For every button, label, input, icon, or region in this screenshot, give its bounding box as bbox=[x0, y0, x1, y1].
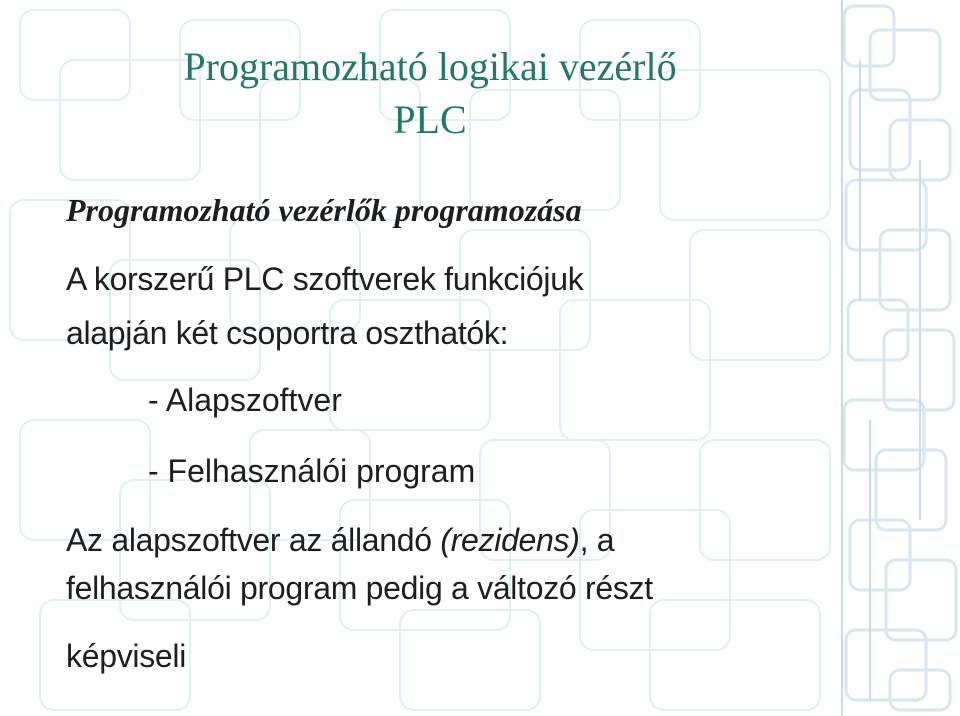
closing-text-line-1 bbox=[66, 520, 614, 560]
intro-text-line-1: A korszerű PLC szoftverek funkciójuk bbox=[66, 261, 584, 297]
closing-text-end: , a bbox=[579, 522, 615, 558]
list-item-felhasznaloi-program: - Felhasználói program bbox=[148, 453, 476, 489]
closing-text-italic: (rezidens) bbox=[440, 522, 580, 558]
section-heading: Programozható vezérlők programozása bbox=[66, 192, 582, 228]
closing-text-line-3: képviseli bbox=[66, 638, 187, 674]
closing-text-start: Az alapszoftver az állandó bbox=[66, 522, 441, 558]
slide-title-acronym: PLC bbox=[393, 97, 467, 142]
slide-title: Programozható logikai vezérlő bbox=[183, 44, 677, 89]
closing-text-line-2: felhasználói program pedig a változó részt bbox=[66, 570, 653, 606]
intro-text-line-2: alapján két csoportra oszthatók: bbox=[66, 315, 509, 351]
list-item-alapszoftver: - Alapszoftver bbox=[148, 382, 342, 418]
